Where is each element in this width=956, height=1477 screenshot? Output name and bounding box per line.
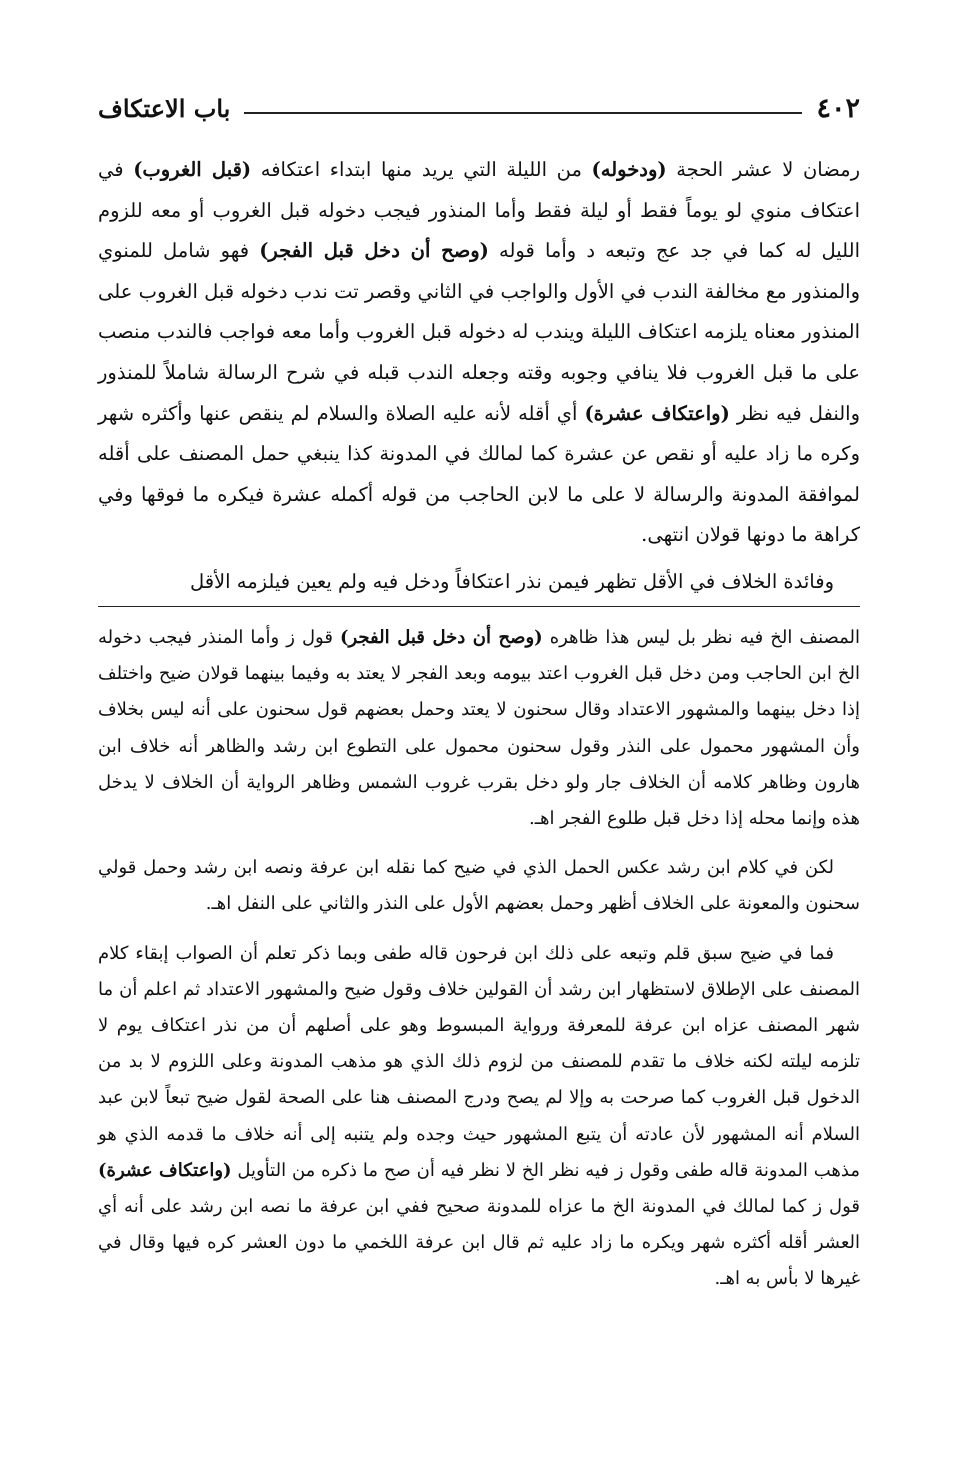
header-rule [244, 112, 802, 114]
text-run: فما في ضيح سبق قلم وتبعه على ذلك ابن فرحون قاله طفى وبما ذكر تعلم أن الصواب إبقاء كلام المصنف على الإطلاق لاستظهار ابن رشد أن القولين خلاف وقول ضيح والمشهور الاعتداد ثم اعلم أن ما شهر المصنف عزاه ابن عرفة للمعرفة ورواية المبسوط وهو على أصلهم أن من نذر اعتكاف يوم لا تلزمه ليلته لكنه خلاف ما تقدم للمصنف من لزوم ذلك الذي هو مذهب المدونة وعلى اللزوم لا بد من الدخول قبل الغروب كما صرحت به وإلا لم يصح ودرج المصنف هنا على الصحة لقول ضيح تبعاً لابن عبد السلام أنه المشهور لأن عادته أن يتبع المشهور حيث وجده ولم يتنبه إلى أنه خلاف ما قدمه الذي هو مذهب المدونة قاله طفى وقول ز فيه نظر الخ لا نظر فيه أن صح ما ذكره من التأويل [98, 942, 860, 1181]
text-run: قول ز كما لمالك في المدونة الخ ما عزاه للمدونة صحيح ففي ابن عرفة ما نصه ابن رشد على أنه أي العشر أقله أكثره شهر ويكره ما زاد عليه ثم قال ابن عرفة اللخمي ما دون العشر كره فيها وقال في غيرها لا بأس به اهـ. [98, 1196, 860, 1290]
bold-term: (وصح أن دخل قبل الفجر) [259, 239, 489, 263]
footnote-paragraph [98, 620, 860, 837]
text-run: من الليلة التي يريد منها ابتداء اعتكافه [251, 158, 592, 181]
text-run: المصنف الخ فيه نظر بل ليس هذا ظاهره [542, 627, 860, 648]
bold-term: (قبل الغروب) [133, 158, 252, 181]
footnote-paragraph: لكن في كلام ابن رشد عكس الحمل الذي في ضيح كما نقله ابن عرفة ونصه ابن رشد وحمل قولي سحنون والمعونة على الخلاف أظهر وحمل بعضهم الأول على النذر والثاني على النفل اهـ. [98, 857, 860, 915]
chapter-title: باب الاعتكاف [98, 93, 231, 123]
main-paragraph: وفائدة الخلاف في الأقل تظهر فيمن نذر اعتكافاً ودخل فيه ولم يعين فيلزمه الأقل [189, 569, 834, 593]
footnote-separator [98, 606, 860, 607]
text-run: فهو شامل للمنوي والمنذور مع مخالفة الندب في الأول والواجب في الثاني وقصر تت ندب دخوله قبل الغروب على المنذور معناه يلزمه اعتكاف الليلة ويندب له دخوله قبل الغروب وأما معه فواجب فالندب منصب على ما قبل الغروب فلا ينافي وجوبه وقته وجعله الندب قبله في شرح الرسالة شاملاً للمنذور والنفل فيه نظر [98, 239, 860, 425]
page-number: ٤٠٢ [816, 92, 860, 124]
main-paragraph [98, 150, 860, 556]
text-run: أي أقله لأنه عليه الصلاة والسلام لم ينقص عنها وأكثره شهر وكره ما زاد عليه أو نقص عن عشرة كما لمالك في المدونة كذا ينبغي حمل المصنف على أقله لموافقة المدونة والرسالة لا على ما لابن الحاجب من قوله أكمله عشرة فيكره ما فوقها وفي كراهة ما دونها قولان انتهى. [98, 401, 860, 547]
main-text [98, 150, 860, 603]
text-run: قول ز وأما المنذر فيجب دخوله الخ ابن الحاجب ومن دخل قبل الغروب اعتد بيومه وبعد الفجر لا يعتد به وفيما بينهما قولان ضيح واختلف إذا دخل بينهما والمشهور الاعتداد وقال سحنون لا يعتد وحمل بعضهم قول سحنون على أنه ليس بخلاف وأن المشهور محمول على النذر وقول سحنون محمول على التطوع ابن رشد والظاهر أنه خلاف ابن هارون وظاهر كلامه أن الخلاف جار ولو دخل بقرب غروب الشمس وظاهر الرواية أن الخلاف لا يدخل هذه وإنما محله إذا دخل قبل طلوع الفجر اهـ. [98, 627, 860, 830]
bold-term: (وصح أن دخل قبل الفجر) [339, 627, 543, 648]
bold-term: (واعتكاف عشرة) [98, 1159, 232, 1181]
bold-term: (واعتكاف عشرة) [584, 401, 730, 425]
text-run: رمضان لا عشر الحجة [666, 158, 860, 181]
running-header [98, 88, 860, 128]
footnote-paragraph [98, 936, 860, 1298]
footnotes [98, 620, 860, 1298]
text-run: في اعتكاف منوي لو يوماً فقط أو ليلة فقط وأما المنذور فيجب دخوله قبل الغروب أو معه للزوم الليل له كما في جد عج وتبعه د وأما قوله [98, 158, 860, 263]
bold-term: (ودخوله) [591, 158, 667, 181]
